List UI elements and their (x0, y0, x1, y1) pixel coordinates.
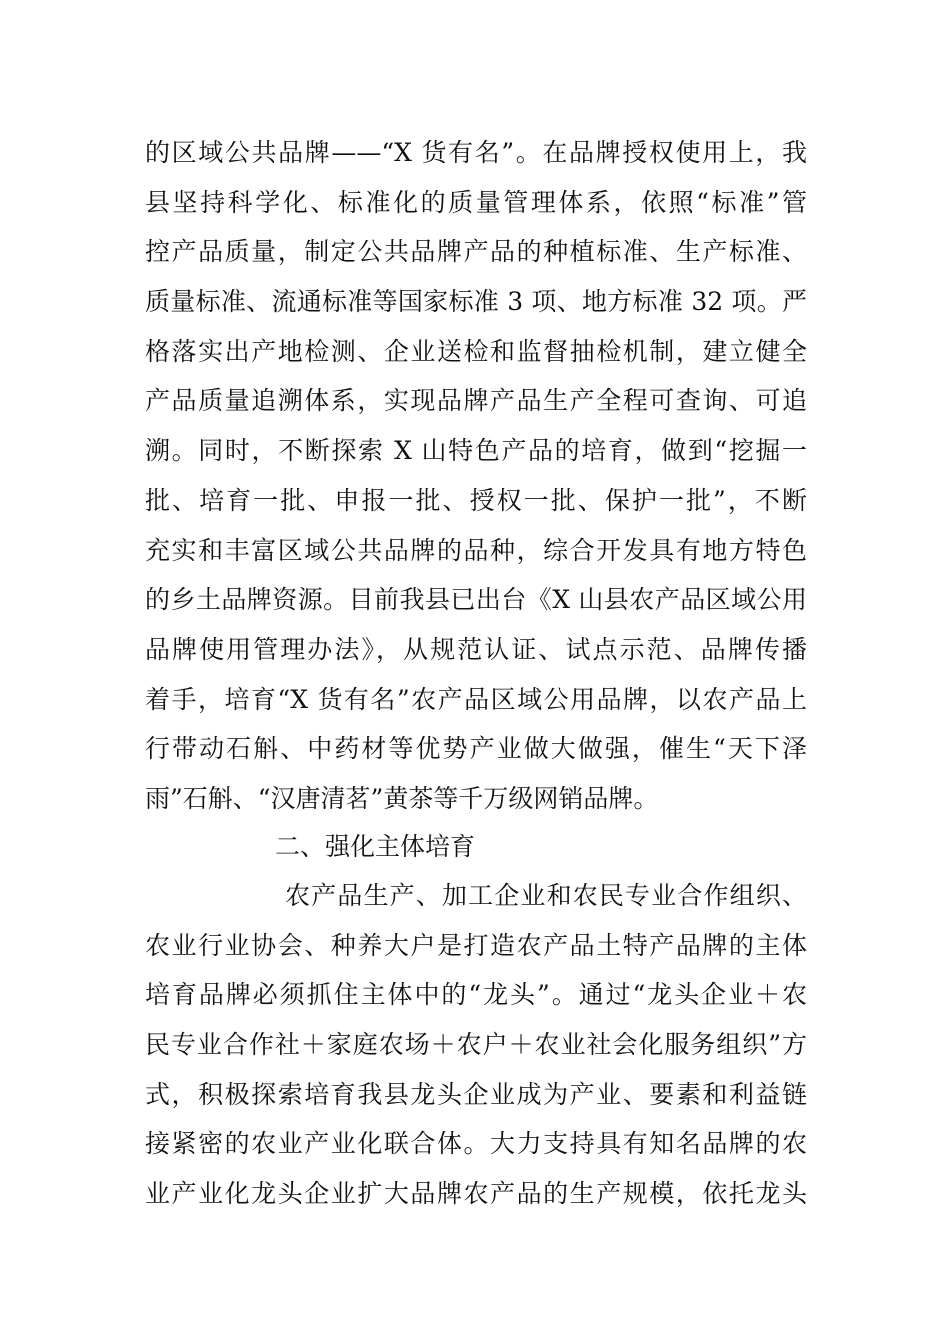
paragraph-line: 式，积极探索培育我县龙头企业成为产业、要素和利益链 (145, 1079, 807, 1109)
paragraph-line: 农业行业协会、种养大户是打造农产品土特产品牌的主体 (145, 930, 807, 960)
paragraph-entity-cultivation (145, 871, 807, 1219)
paragraph-line: 县坚持科学化、标准化的质量管理体系，依照“标准”管 (145, 187, 807, 217)
paragraph-line: 业产业化龙头企业扩大品牌农产品的生产规模，依托龙头 (145, 1179, 807, 1209)
paragraph-line: 的乡土品牌资源。目前我县已出台《X 山县农产品区域公用 (145, 585, 807, 615)
paragraph-line: 产品质量追溯体系，实现品牌产品生产全程可查询、可追 (145, 386, 807, 416)
paragraph-line: 的区域公共品牌——“X 货有名”。在品牌授权使用上，我 (145, 138, 807, 167)
paragraph-line: 溯。同时，不断探索 X 山特色产品的培育，做到“挖掘一 (145, 436, 807, 466)
paragraph-line: 格落实出产地检测、企业送检和监督抽检机制，建立健全 (145, 336, 807, 366)
paragraph-line: 农产品生产、加工企业和农民专业合作组织、 (285, 881, 807, 910)
paragraph-line: 接紧密的农业产业化联合体。大力支持具有知名品牌的农 (145, 1129, 807, 1159)
paragraph-line: 民专业合作社＋家庭农场＋农户＋农业社会化服务组织”方 (145, 1030, 807, 1060)
paragraph-brand-authorization (145, 128, 807, 824)
paragraph-line: 着手，培育“X 货有名”农产品区域公用品牌，以农产品上 (145, 684, 807, 714)
paragraph-line: 控产品质量，制定公共品牌产品的种植标准、生产标准、 (145, 237, 807, 267)
paragraph-line: 培育品牌必须抓住主体中的“龙头”。通过“龙头企业＋农 (145, 980, 807, 1010)
section-heading: 二、强化主体培育 (275, 832, 476, 861)
paragraph-line: 雨”石斛、“汉唐清茗”黄茶等千万级网销品牌。 (145, 783, 659, 813)
paragraph-line: 批、培育一批、申报一批、授权一批、保护一批”，不断 (145, 485, 807, 515)
paragraph-line: 质量标准、流通标准等国家标准 3 项、地方标准 32 项。严 (145, 287, 807, 317)
paragraph-line: 行带动石斛、中药材等优势产业做大做强，催生“天下泽 (145, 734, 807, 764)
paragraph-line: 充实和丰富区域公共品牌的品种，综合开发具有地方特色 (145, 535, 807, 565)
paragraph-line: 品牌使用管理办法》，从规范认证、试点示范、品牌传播 (145, 634, 807, 664)
